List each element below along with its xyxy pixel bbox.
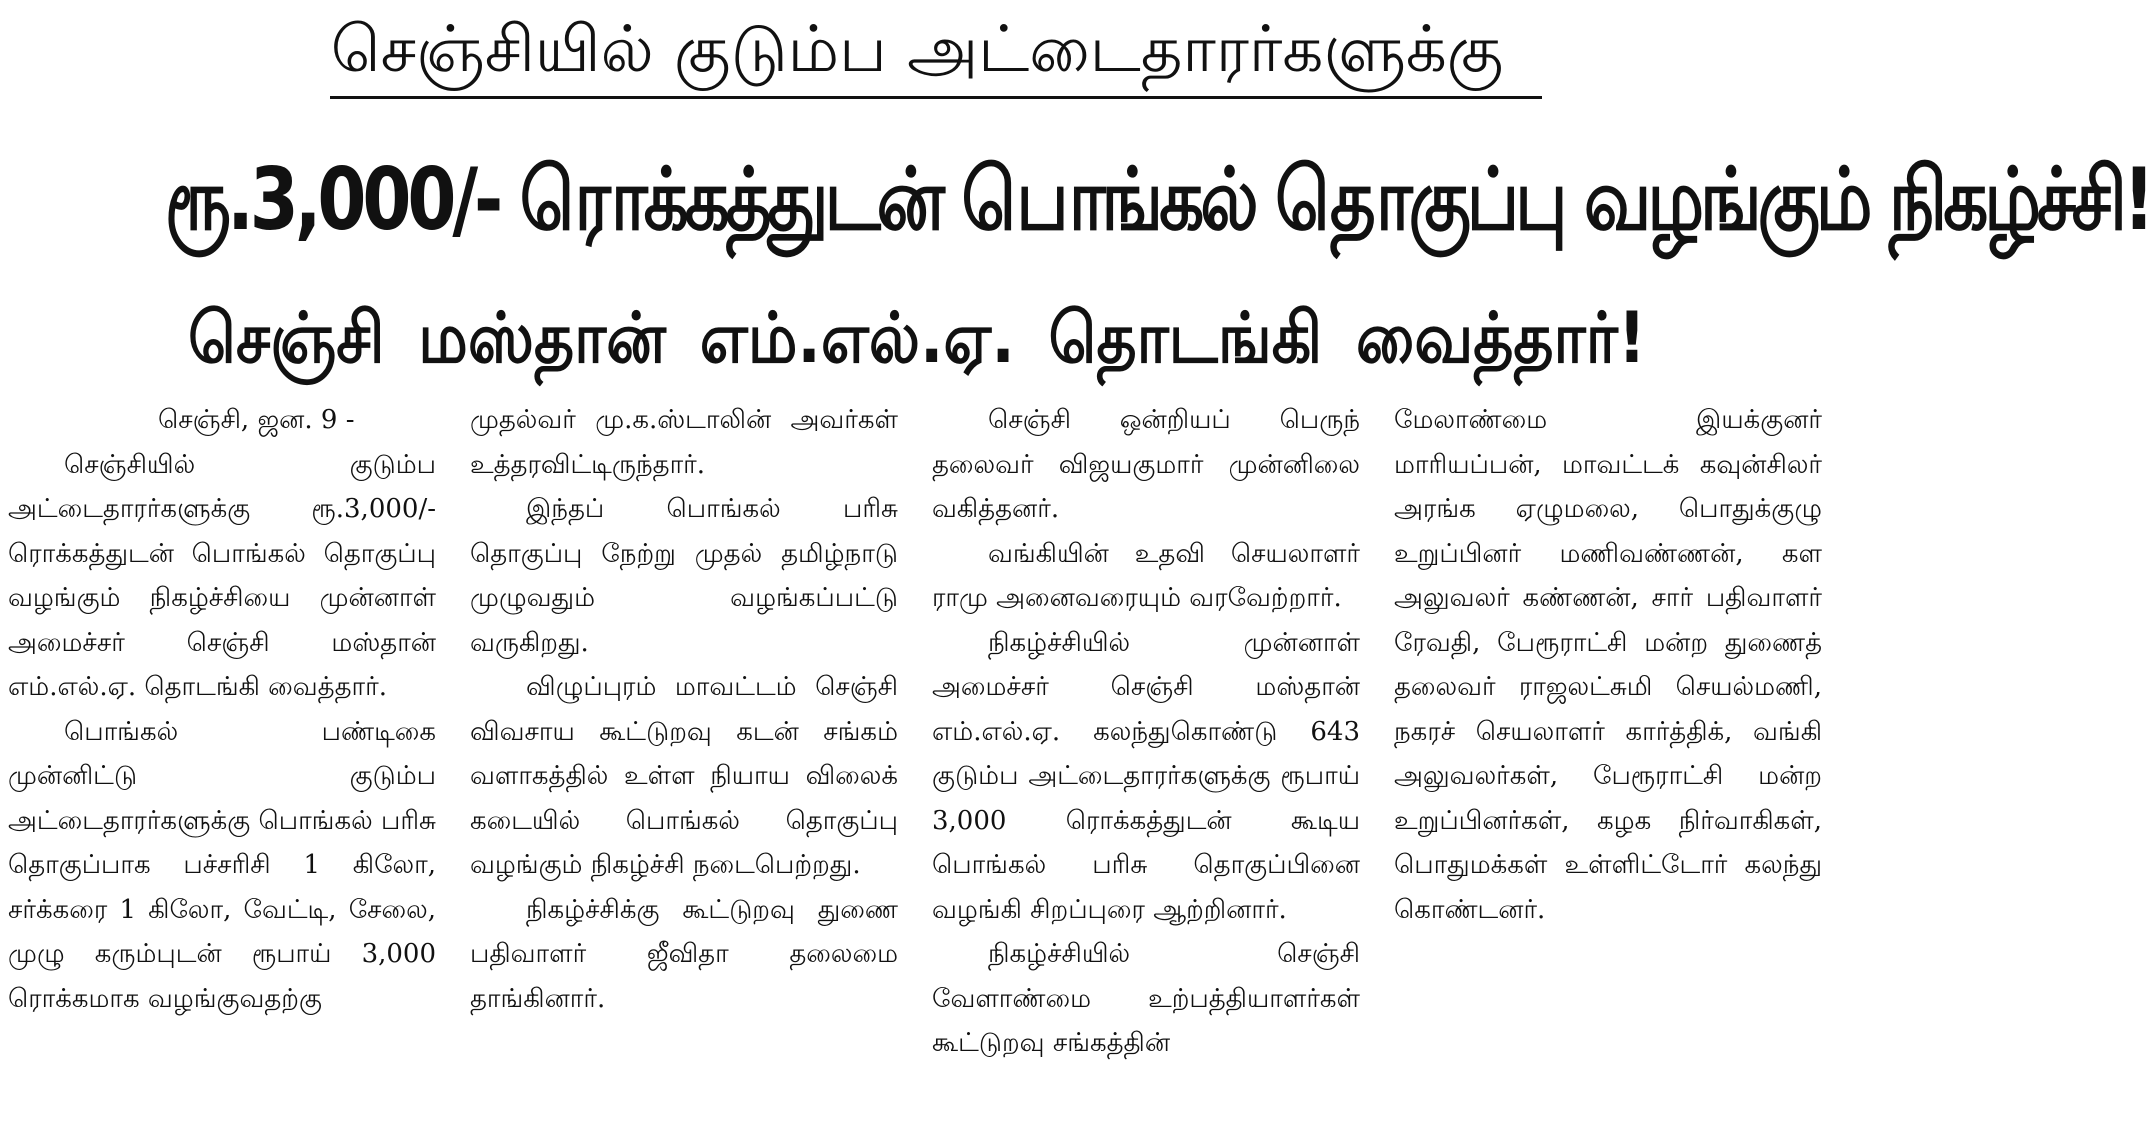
- paragraph: வங்கியின் உதவி செயலாளர் ராமு அனைவரையும் வரவேற்றார்.: [932, 538, 1360, 613]
- paragraph: பொங்கல் பண்டிகை முன்னிட்டு குடும்ப அட்டைதாரர்களுக்கு பொங்கல் பரிசு தொகுப்பாக பச்சரிசி 1 கிலோ, சர்க்கரை 1 கிலோ, வேட்டி, சேலை, முழு கரும்புடன் ரூபாய் 3,000 ரொக்கமாக வழங்குவதற்கு: [8, 716, 436, 1014]
- article-column-2: [470, 398, 898, 1136]
- article-body: [8, 398, 1826, 1136]
- paragraph: முதல்வர் மு.க.ஸ்டாலின் அவர்கள் உத்தரவிட்டிருந்தார்.: [470, 405, 898, 480]
- paragraph: இந்தப் பொங்கல் பரிசு தொகுப்பு நேற்று முதல் தமிழ்நாடு முழுவதும் வழங்கப்பட்டு வருகிறது.: [470, 494, 898, 658]
- article-column-3: [932, 398, 1360, 1136]
- sub-headline: செஞ்சி மஸ்தான் எம்.எல்.ஏ. தொடங்கி வைத்தார்!: [188, 297, 1646, 379]
- kicker-headline: செஞ்சியில் குடும்ப அட்டைதாரர்களுக்கு: [330, 13, 1504, 87]
- paragraph: விழுப்புரம் மாவட்டம் செஞ்சி விவசாய கூட்டுறவு கடன் சங்கம் வளாகத்தில் உள்ள நியாய விலைக் கடையில் பொங்கல் தொகுப்பு வழங்கும் நிகழ்ச்சி நடைபெற்றது.: [470, 672, 898, 880]
- main-headline: ரூ.3,000/- ரொக்கத்துடன் பொங்கல் தொகுப்பு வழங்கும் நிகழ்ச்சி!: [165, 150, 2151, 250]
- paragraph: நிகழ்ச்சியில் செஞ்சி வேளாண்மை உற்பத்தியாளர்கள் கூட்டுறவு சங்கத்தின்: [932, 939, 1360, 1058]
- paragraph: செஞ்சியில் குடும்ப அட்டைதாரர்களுக்கு ரூ.3,000/- ரொக்கத்துடன் பொங்கல் தொகுப்பு வழங்கும் நிகழ்ச்சியை முன்னாள் அமைச்சர் செஞ்சி மஸ்தான் எம்.எல்.ஏ. தொடங்கி வைத்தார்.: [8, 449, 436, 702]
- paragraph: நிகழ்ச்சியில் முன்னாள் அமைச்சர் செஞ்சி மஸ்தான் எம்.எல்.ஏ. கலந்துகொண்டு 643 குடும்ப அட்டைதாரர்களுக்கு ரூபாய் 3,000 ரொக்கத்துடன் கூடிய பொங்கல் பரிசு தொகுப்பினை வழங்கி சிறப்புரை ஆற்றினார்.: [932, 627, 1360, 925]
- paragraph: செஞ்சி ஒன்றியப் பெருந் தலைவர் விஜயகுமார் முன்னிலை வகித்தனர்.: [932, 405, 1360, 524]
- kicker-underline: [330, 96, 1542, 99]
- article-column-4: [1394, 398, 1822, 1136]
- paragraph: மேலாண்மை இயக்குனர் மாரியப்பன், மாவட்டக் கவுன்சிலர் அரங்க ஏழுமலை, பொதுக்குழு உறுப்பினர் மணிவண்ணன், கள அலுவலர் கண்ணன், சார் பதிவாளர் ரேவதி, பேரூராட்சி மன்ற துணைத் தலைவர் ராஜலட்சுமி செயல்மணி, நகரச் செயலாளர் கார்த்திக், வங்கி அலுவலர்கள், பேரூராட்சி மன்ற உறுப்பினர்கள், கழக நிர்வாகிகள், பொதுமக்கள் உள்ளிட்டோர் கலந்து கொண்டனர்.: [1394, 405, 1822, 925]
- article-column-1: [8, 398, 436, 1136]
- dateline: செஞ்சி, ஜன. 9 -: [158, 405, 355, 435]
- paragraph: நிகழ்ச்சிக்கு கூட்டுறவு துணை பதிவாளர் ஜீவிதா தலைமை தாங்கினார்.: [470, 894, 898, 1014]
